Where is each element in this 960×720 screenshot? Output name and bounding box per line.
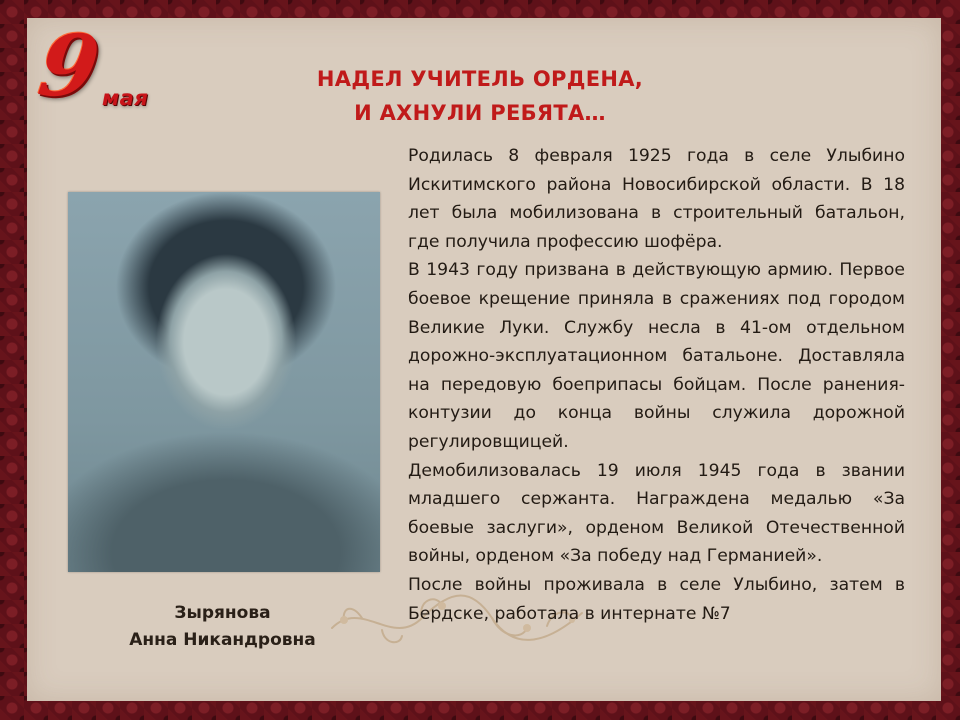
logo-word: мая <box>102 86 149 110</box>
person-given-names: Анна Никандровна <box>129 630 316 650</box>
bio-paragraph-birth: Родилась 8 февраля 1925 года в селе Улыбино Искитимского района Новосибирской области. В 18 лет была мобилизована в строительный батальон, где получила профессию шофёра. <box>408 146 905 252</box>
bio-paragraph-awards: Демобилизовалась 19 июля 1945 года в звании младшего сержанта. Награждена медалью «За боевые заслуги», орденом Великой Отечественной войны, орденом «За победу над Германией». <box>408 460 905 567</box>
logo-numeral: 9 <box>33 16 106 115</box>
may-9-logo <box>33 16 158 116</box>
title-line-1: НАДЕЛ УЧИТЕЛЬ ОРДЕНА, <box>316 67 644 91</box>
portrait-photo <box>68 192 380 572</box>
person-name <box>95 600 350 654</box>
biography-text <box>408 142 905 628</box>
slide-title <box>270 62 690 130</box>
title-line-2: И АХНУЛИ РЕБЯТА… <box>354 101 606 125</box>
bio-paragraph-postwar: После войны проживала в селе Улыбино, затем в Бердске, работала в интернате №7 <box>408 574 905 624</box>
person-surname: Зырянова <box>174 603 271 623</box>
bio-paragraph-service: В 1943 году призвана в действующую армию. Первое боевое крещение приняла в сражениях под городом Великие Луки. Службу несла в 41-ом отдельном дорожно-эксплуатационном батальоне. Доставляла на передовую боеприпасы бойцам. После ранения-контузии до конца войны служила дорожной регулировщицей. <box>408 260 905 452</box>
